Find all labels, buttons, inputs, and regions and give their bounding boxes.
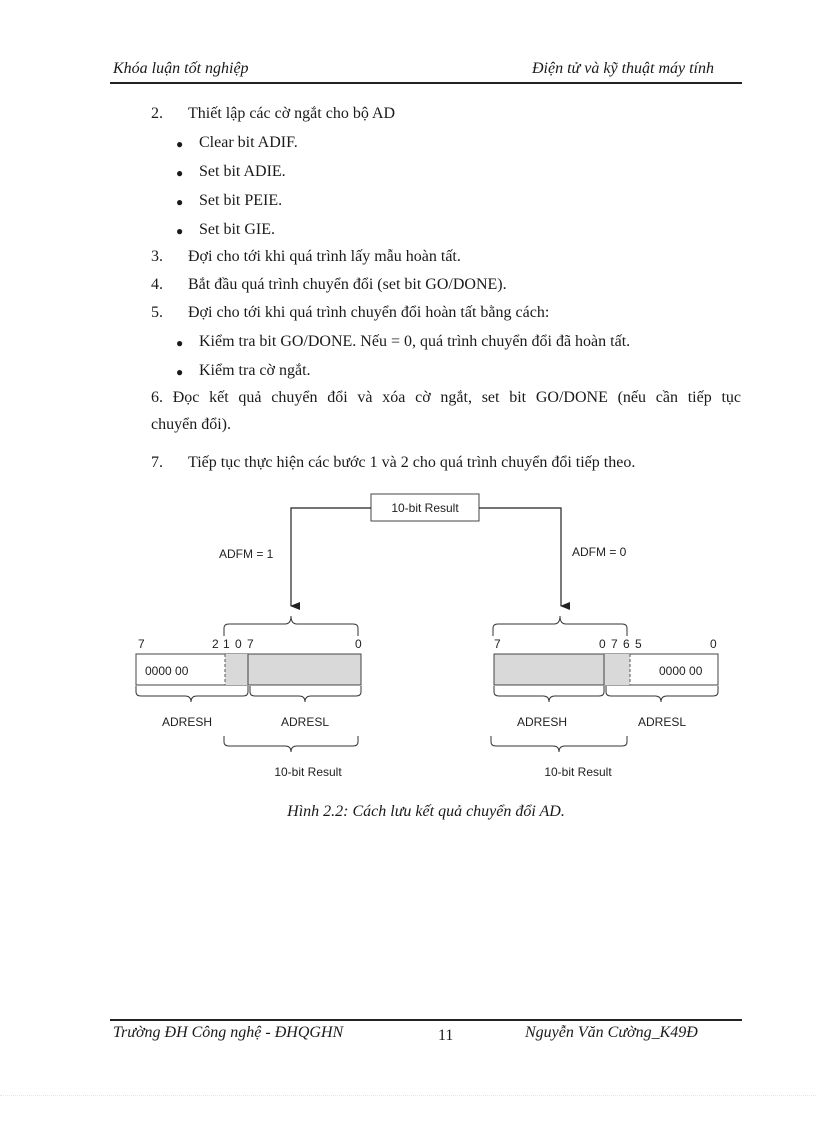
bullet-item: Set bit PEIE. <box>199 192 283 209</box>
brace-top-left <box>224 616 358 636</box>
step-3-text: Đợi cho tới khi quá trình lấy mẫu hoàn tất. <box>188 248 461 265</box>
bit-label: 7 <box>611 637 618 651</box>
bit-label: 5 <box>635 637 642 651</box>
page-number: 11 <box>438 1027 454 1044</box>
step-3-number: 3. <box>151 248 163 265</box>
bit-label: 7 <box>247 637 254 651</box>
brace-result-left <box>224 736 358 752</box>
adresl-label: ADRESL <box>280 715 330 729</box>
bit-label: 0 <box>235 637 242 651</box>
brace-adresh-left <box>136 686 248 702</box>
bullet-item: Set bit ADIE. <box>199 163 286 180</box>
bullet-icon: ● <box>176 365 184 379</box>
bit-label: 6 <box>623 637 630 651</box>
step-4-text: Bắt đầu quá trình chuyển đổi (set bit GO/DONE). <box>188 276 507 293</box>
bit-label: 1 <box>223 637 230 651</box>
bullet-item: Kiểm tra cờ ngắt. <box>199 362 311 379</box>
page-edge-dots <box>0 1095 816 1096</box>
bullet-icon: ● <box>176 137 184 151</box>
step-7-number: 7. <box>151 454 163 471</box>
bit-label: 0 <box>710 637 717 651</box>
brace-adresl-left <box>250 686 361 702</box>
adresh-label: ADRESH <box>516 715 568 729</box>
bullet-item: Clear bit ADIF. <box>199 134 298 151</box>
brace-result-right <box>491 736 627 752</box>
adresl-label: ADRESL <box>637 715 687 729</box>
result-box-label: 10-bit Result <box>391 501 459 515</box>
footer-right: Nguyễn Văn Cường_K49Đ <box>525 1024 698 1041</box>
bullet-icon: ● <box>176 336 184 350</box>
brace-adresh-right <box>494 686 604 702</box>
left-arrow <box>291 508 371 606</box>
figure-caption: Hình 2.2: Cách lưu kết quả chuyển đổi AD. <box>287 803 565 820</box>
adresh-label: ADRESH <box>161 715 213 729</box>
bit-label: 7 <box>138 637 145 651</box>
bullet-icon: ● <box>176 224 184 238</box>
step-6-line-1: 6. Đọc kết quả chuyển đổi và xóa cờ ngắt, set bit GO/DONE (nếu cần tiếp tục <box>151 389 741 406</box>
brace-adresl-right <box>606 686 718 702</box>
footer-left: Trường ĐH Công nghệ - ĐHQGHN <box>113 1024 344 1041</box>
step-4-number: 4. <box>151 276 163 293</box>
bit-label: 7 <box>494 637 501 651</box>
step-2-text: Thiết lập các cờ ngắt cho bộ AD <box>188 105 396 122</box>
header-right: Điện tử và kỹ thuật máy tính <box>531 60 714 77</box>
adresl-result-bits <box>604 654 630 685</box>
adfm-left-label: ADFM = 1 <box>219 547 274 561</box>
adresh-value: 0000 00 <box>145 664 189 678</box>
adresl-value: 0000 00 <box>659 664 703 678</box>
result-label: 10-bit Result <box>274 765 342 779</box>
bullet-icon: ● <box>176 195 184 209</box>
result-label: 10-bit Result <box>544 765 612 779</box>
adresh-register <box>494 654 604 685</box>
bullet-icon: ● <box>176 166 184 180</box>
step-7-text: Tiếp tục thực hiện các bước 1 và 2 cho quá trình chuyển đổi tiếp theo. <box>188 454 636 471</box>
right-arrow <box>479 508 561 606</box>
bit-label: 2 <box>212 637 219 651</box>
step-6-line-2: chuyển đổi). <box>151 416 231 433</box>
adresl-register <box>248 654 361 685</box>
bullet-item: Kiểm tra bit GO/DONE. Nếu = 0, quá trình chuyển đổi đã hoàn tất. <box>199 333 631 350</box>
adfm-right-label: ADFM = 0 <box>572 545 627 559</box>
step-5-text: Đợi cho tới khi quá trình chuyển đổi hoàn tất bằng cách: <box>188 304 550 321</box>
header-left: Khóa luận tốt nghiệp <box>113 60 249 77</box>
step-2-number: 2. <box>151 105 163 122</box>
step-5-number: 5. <box>151 304 163 321</box>
bit-label: 0 <box>355 637 362 651</box>
adresh-result-bits <box>225 654 248 685</box>
bit-label: 0 <box>599 637 606 651</box>
bullet-item: Set bit GIE. <box>199 221 275 238</box>
footer-rule <box>110 1019 742 1021</box>
brace-top-right <box>493 616 627 636</box>
